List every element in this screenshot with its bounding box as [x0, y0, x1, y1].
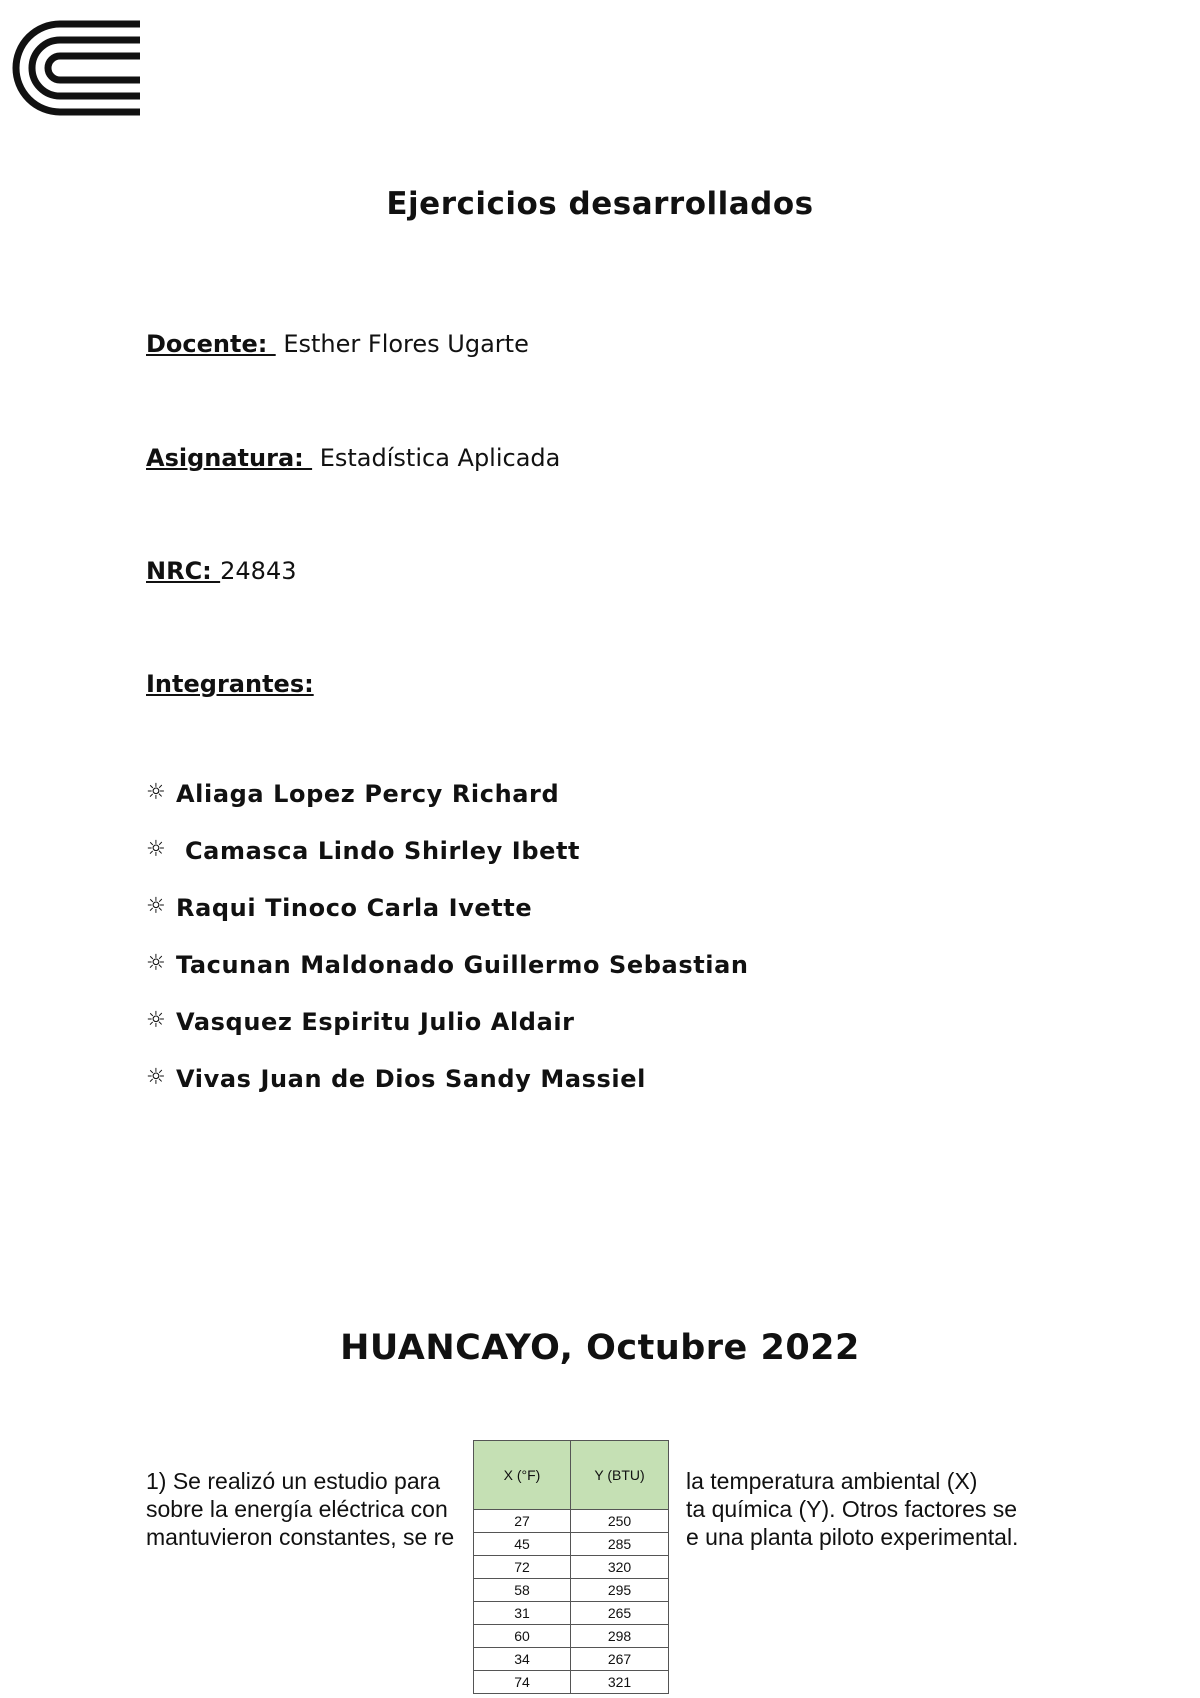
city-date-footer: HUANCAYO, Octubre 2022	[340, 1328, 860, 1368]
nrc-label: NRC:	[146, 557, 221, 585]
university-logo	[12, 20, 142, 116]
sun-bullet-icon: ☼	[146, 780, 167, 805]
exercise-line-right: la temperatura ambiental (X)	[686, 1468, 978, 1494]
members-list	[146, 780, 749, 1122]
cell-x: 31	[474, 1602, 571, 1625]
cell-y: 295	[571, 1579, 669, 1602]
sun-bullet-icon: ☼	[146, 1065, 167, 1090]
data-table	[473, 1440, 669, 1694]
exercise-line-left: mantuvieron constantes, se re	[146, 1524, 455, 1550]
cell-y: 320	[571, 1556, 669, 1579]
cell-x: 60	[474, 1625, 571, 1648]
table-row	[474, 1671, 669, 1694]
asignatura-label: Asignatura:	[146, 444, 313, 472]
cell-x: 74	[474, 1671, 571, 1694]
cell-y: 267	[571, 1648, 669, 1671]
table-row	[474, 1625, 669, 1648]
cell-x: 34	[474, 1648, 571, 1671]
sun-bullet-icon: ☼	[146, 894, 167, 919]
docente-label: Docente:	[146, 330, 276, 358]
table-header-row	[474, 1441, 669, 1510]
member-name: Vivas Juan de Dios Sandy Massiel	[176, 1065, 646, 1093]
nrc-value: 24843	[220, 557, 297, 585]
member-name: Tacunan Maldonado Guillermo Sebastian	[176, 951, 749, 979]
docente-field	[146, 330, 529, 358]
list-item	[146, 894, 749, 951]
table-row	[474, 1648, 669, 1671]
sun-bullet-icon: ☼	[146, 837, 167, 862]
cell-x: 72	[474, 1556, 571, 1579]
asignatura-value: Estadística Aplicada	[312, 444, 561, 472]
column-header-y: Y (BTU)	[571, 1441, 669, 1510]
list-item	[146, 780, 749, 837]
exercise-line-right: e una planta piloto experimental.	[686, 1524, 1019, 1550]
cell-x: 45	[474, 1533, 571, 1556]
integrantes-field	[146, 670, 314, 698]
cell-y: 285	[571, 1533, 669, 1556]
exercise-line-right: ta química (Y). Otros factores se	[686, 1496, 1018, 1522]
cell-y: 298	[571, 1625, 669, 1648]
table-row	[474, 1602, 669, 1625]
list-item	[146, 1065, 749, 1122]
sun-bullet-icon: ☼	[146, 951, 167, 976]
table-row	[474, 1579, 669, 1602]
table-row	[474, 1556, 669, 1579]
cell-y: 250	[571, 1510, 669, 1533]
cell-y: 265	[571, 1602, 669, 1625]
list-item	[146, 951, 749, 1008]
list-item	[146, 837, 749, 894]
member-name: Raqui Tinoco Carla Ivette	[176, 894, 533, 922]
list-item	[146, 1008, 749, 1065]
cell-x: 58	[474, 1579, 571, 1602]
sun-bullet-icon: ☼	[146, 1008, 167, 1033]
cell-y: 321	[571, 1671, 669, 1694]
table-row	[474, 1510, 669, 1533]
nrc-field	[146, 557, 297, 585]
table-row	[474, 1533, 669, 1556]
column-header-x: X (°F)	[474, 1441, 571, 1510]
docente-value: Esther Flores Ugarte	[275, 330, 529, 358]
exercise-line-left: sobre la energía eléctrica con	[146, 1496, 448, 1522]
cell-x: 27	[474, 1510, 571, 1533]
member-name: Vasquez Espiritu Julio Aldair	[176, 1008, 575, 1036]
document-title: Ejercicios desarrollados	[386, 186, 814, 222]
member-name: Aliaga Lopez Percy Richard	[176, 780, 560, 808]
exercise-line-left: 1) Se realizó un estudio para	[146, 1468, 441, 1494]
integrantes-label: Integrantes:	[146, 670, 314, 698]
asignatura-field	[146, 444, 560, 472]
member-name: Camasca Lindo Shirley Ibett	[176, 837, 581, 865]
